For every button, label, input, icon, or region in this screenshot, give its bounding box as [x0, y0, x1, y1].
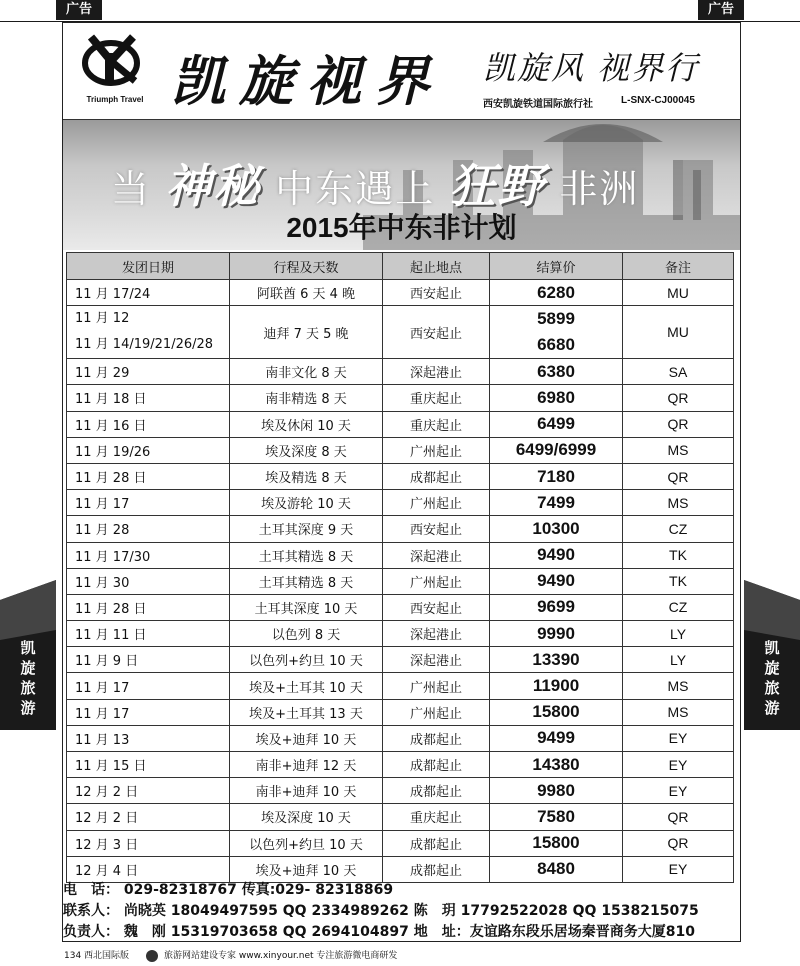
header-trip: 行程及天数 [230, 253, 383, 280]
cell-note: MU [623, 280, 734, 306]
cell-price: 6380 [490, 359, 623, 385]
table-row [67, 673, 734, 699]
table-row [67, 516, 734, 542]
table-row [67, 359, 734, 385]
cell-date: 11 月 17 [67, 490, 230, 516]
cell-date: 11 月 9 日 [67, 647, 230, 673]
cell-date: 11 月 11 日 [67, 621, 230, 647]
cell-trip: 南非+迪拜 12 天 [230, 752, 383, 778]
site-logo-icon [146, 950, 158, 962]
cell-trip: 埃及精选 8 天 [230, 463, 383, 489]
cell-note: QR [623, 385, 734, 411]
cell-date: 11 月 29 [67, 359, 230, 385]
cell-price: 7499 [490, 490, 623, 516]
cell-trip: 南非+迪拜 10 天 [230, 778, 383, 804]
cell-date: 11 月 16 日 [67, 411, 230, 437]
contact-block [63, 880, 740, 943]
cell-price: 9490 [490, 568, 623, 594]
header [63, 23, 740, 120]
cell-note: MU [623, 306, 734, 359]
cell-note: SA [623, 359, 734, 385]
license-number: L-SNX-CJ00045 [621, 95, 695, 106]
cell-price-line: 6680 [537, 335, 575, 355]
cell-place: 深起港止 [383, 542, 490, 568]
cell-note: MS [623, 699, 734, 725]
cell-price: 6499/6999 [490, 437, 623, 463]
cell-note: EY [623, 752, 734, 778]
cell-price: 10300 [490, 516, 623, 542]
cell-date: 11 月 28 日 [67, 463, 230, 489]
cell-note: EY [623, 778, 734, 804]
table-row [67, 542, 734, 568]
cell-price-line: 5899 [537, 309, 575, 329]
cell-price: 11900 [490, 673, 623, 699]
cell-note: TK [623, 568, 734, 594]
header-note: 备注 [623, 253, 734, 280]
cell-trip: 以色列 8 天 [230, 621, 383, 647]
cell-place: 重庆起止 [383, 411, 490, 437]
banner-text-c: 中东遇上 [275, 167, 436, 211]
table-row [67, 437, 734, 463]
table-row [67, 725, 734, 751]
logo-subtitle: Triumph Travel [86, 95, 144, 104]
plan-title: 2015年中东非计划 [286, 212, 517, 243]
banner-text-a: 当 [111, 167, 152, 211]
cell-date: 11 月 17 [67, 699, 230, 725]
header-place: 起止地点 [383, 253, 490, 280]
cell-price: 6980 [490, 385, 623, 411]
cell-price: 9490 [490, 542, 623, 568]
cell-trip: 埃及游轮 10 天 [230, 490, 383, 516]
cell-price: 7180 [490, 463, 623, 489]
cell-trip: 埃及+迪拜 10 天 [230, 725, 383, 751]
cell-price: 9980 [490, 778, 623, 804]
cell-date: 11 月 17/30 [67, 542, 230, 568]
cell-trip: 埃及+土耳其 13 天 [230, 699, 383, 725]
cell-price: 15800 [490, 830, 623, 856]
cell-place: 成都起止 [383, 463, 490, 489]
cell-date: 11 月 30 [67, 568, 230, 594]
cell-note: CZ [623, 594, 734, 620]
cell-trip: 以色列+约旦 10 天 [230, 647, 383, 673]
cell-date-line: 11 月 14/19/21/26/28 [75, 337, 214, 353]
ad-tag-right: 广告 [698, 0, 744, 20]
table-row [67, 621, 734, 647]
cell-note: LY [623, 647, 734, 673]
cell-place: 深起港止 [383, 621, 490, 647]
slogan: 凯旋风 视界行 [483, 49, 700, 87]
cell-date-line: 11 月 12 [75, 311, 130, 327]
cell-place: 成都起止 [383, 830, 490, 856]
cell-trip: 土耳其精选 8 天 [230, 568, 383, 594]
cell-place: 西安起止 [383, 594, 490, 620]
table-row [67, 856, 734, 882]
cell-date: 11 月 17/24 [67, 280, 230, 306]
banner-text-d: 狂野 [449, 159, 546, 213]
table-row [67, 568, 734, 594]
cell-place: 广州起止 [383, 490, 490, 516]
cell-price: 9499 [490, 725, 623, 751]
cell-place: 深起港止 [383, 647, 490, 673]
cell-price: 8480 [490, 856, 623, 882]
cell-note: LY [623, 621, 734, 647]
table-row [67, 385, 734, 411]
cell-date: 12 月 2 日 [67, 778, 230, 804]
cell-date [67, 306, 230, 359]
table-row [67, 752, 734, 778]
table-row [67, 647, 734, 673]
tour-price-table [66, 252, 734, 883]
cell-place: 重庆起止 [383, 804, 490, 830]
contact-manager: 负责人： 魏 刚 15319703658 QQ 2694104897 地 址：友谊路东段乐居场秦晋商务大厦810 [63, 924, 695, 940]
cell-price: 13390 [490, 647, 623, 673]
table-row [67, 778, 734, 804]
cell-place: 广州起止 [383, 673, 490, 699]
banner-text-b: 神秘 [165, 159, 262, 213]
footer-site: 旅游网站建设专家 www.xinyour.net 专注旅游微电商研发 [164, 951, 398, 961]
cell-note: CZ [623, 516, 734, 542]
cell-trip: 南非精选 8 天 [230, 385, 383, 411]
side-label-right-text: 凯旋旅游 [764, 639, 780, 717]
cell-note: MS [623, 673, 734, 699]
cell-note: EY [623, 856, 734, 882]
cell-date: 11 月 28 日 [67, 594, 230, 620]
side-label-left-text: 凯旋旅游 [20, 639, 36, 717]
cell-trip: 埃及+土耳其 10 天 [230, 673, 383, 699]
cell-note: QR [623, 411, 734, 437]
cell-place: 广州起止 [383, 568, 490, 594]
cell-note: QR [623, 463, 734, 489]
header-date: 发团日期 [67, 253, 230, 280]
cell-trip: 阿联酋 6 天 4 晚 [230, 280, 383, 306]
table-row [67, 830, 734, 856]
table-body [67, 280, 734, 883]
cell-trip: 埃及+迪拜 10 天 [230, 856, 383, 882]
cell-place: 广州起止 [383, 437, 490, 463]
page-number: 134 西北国际版 [64, 951, 130, 961]
cell-note: MS [623, 437, 734, 463]
cell-place: 广州起止 [383, 699, 490, 725]
footer [0, 946, 800, 966]
side-label-left [0, 638, 56, 718]
cell-trip: 埃及深度 8 天 [230, 437, 383, 463]
cell-note: QR [623, 804, 734, 830]
banner [63, 120, 740, 250]
cell-place: 西安起止 [383, 516, 490, 542]
banner-text-e: 非洲 [559, 167, 640, 211]
table-row [67, 306, 734, 359]
agency-name: 西安凯旋铁道国际旅行社 [483, 99, 593, 110]
cell-place: 成都起止 [383, 725, 490, 751]
triumph-logo-icon [81, 33, 145, 87]
cell-price [490, 306, 623, 359]
table-row [67, 490, 734, 516]
cell-price: 9990 [490, 621, 623, 647]
cell-note: MS [623, 490, 734, 516]
contact-phone: 电 话： 029-82318767 传真:029- 82318869 [63, 882, 394, 898]
cell-place: 深起港止 [383, 359, 490, 385]
cell-price: 15800 [490, 699, 623, 725]
cell-trip: 埃及休闲 10 天 [230, 411, 383, 437]
cell-date: 12 月 4 日 [67, 856, 230, 882]
cell-date: 11 月 17 [67, 673, 230, 699]
cell-price: 14380 [490, 752, 623, 778]
cell-trip: 土耳其精选 8 天 [230, 542, 383, 568]
cell-date: 11 月 15 日 [67, 752, 230, 778]
cell-date: 12 月 3 日 [67, 830, 230, 856]
header-price: 结算价 [490, 253, 623, 280]
cell-trip: 迪拜 7 天 5 晚 [230, 306, 383, 359]
cell-price: 9699 [490, 594, 623, 620]
table-row [67, 699, 734, 725]
cell-note: TK [623, 542, 734, 568]
cell-note: EY [623, 725, 734, 751]
cell-trip: 埃及深度 10 天 [230, 804, 383, 830]
cell-date: 11 月 13 [67, 725, 230, 751]
ad-tag-left: 广告 [56, 0, 102, 20]
brand-name: 凯旋视界 [171, 49, 443, 113]
cell-trip: 以色列+约旦 10 天 [230, 830, 383, 856]
cell-place: 重庆起止 [383, 385, 490, 411]
cell-price: 7580 [490, 804, 623, 830]
table-row [67, 463, 734, 489]
cell-place: 成都起止 [383, 856, 490, 882]
side-label-right [744, 638, 800, 718]
cell-trip: 南非文化 8 天 [230, 359, 383, 385]
cell-date: 11 月 18 日 [67, 385, 230, 411]
table-row [67, 594, 734, 620]
cell-date: 11 月 19/26 [67, 437, 230, 463]
cell-place: 成都起止 [383, 752, 490, 778]
cell-trip: 土耳其深度 10 天 [230, 594, 383, 620]
contact-person: 联系人： 尚晓英 18049497595 QQ 2334989262 陈 玥 17792522028 QQ 1538215075 [63, 903, 699, 919]
cell-place: 西安起止 [383, 306, 490, 359]
cell-date: 12 月 2 日 [67, 804, 230, 830]
cell-date: 11 月 28 [67, 516, 230, 542]
cell-place: 西安起止 [383, 280, 490, 306]
cell-note: QR [623, 830, 734, 856]
cell-price: 6280 [490, 280, 623, 306]
table-row [67, 411, 734, 437]
cell-place: 成都起止 [383, 778, 490, 804]
table-row [67, 280, 734, 306]
cell-price: 6499 [490, 411, 623, 437]
table-header-row [67, 253, 734, 280]
table-row [67, 804, 734, 830]
cell-trip: 土耳其深度 9 天 [230, 516, 383, 542]
